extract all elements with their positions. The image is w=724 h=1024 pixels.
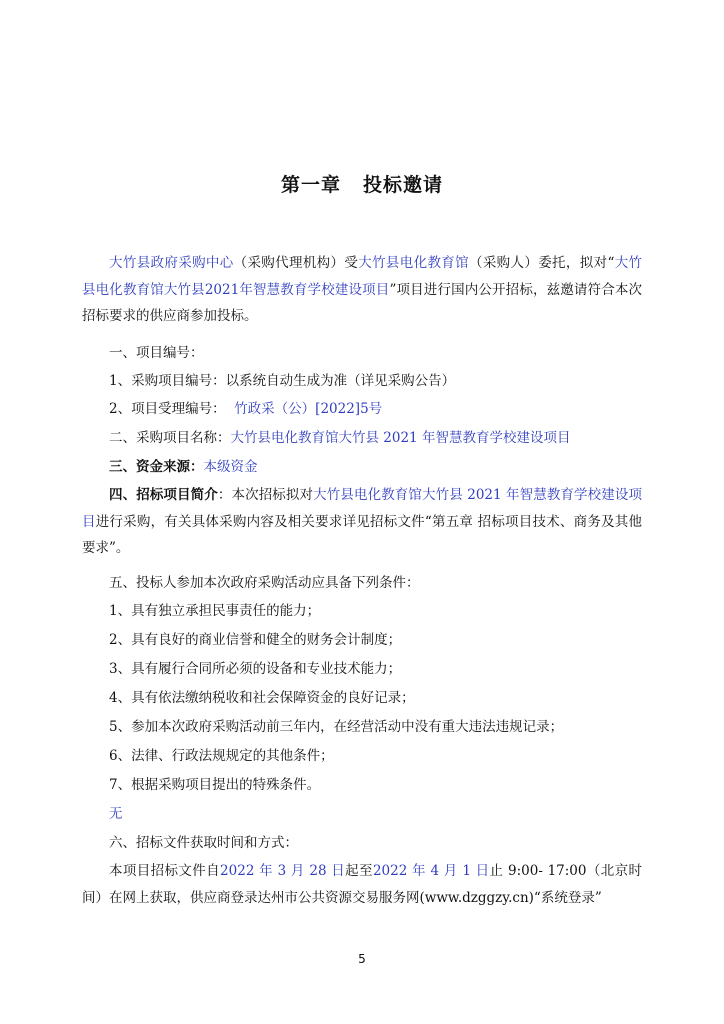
page-number: 5 [358,952,366,966]
acquisition-paragraph [82,858,642,911]
section1-heading: 一、项目编号： [109,345,204,361]
project-title-value: 大竹县电化教育馆大竹县 2021 年智慧教育学校建设项目 [230,430,571,446]
project-title-label: 二、采购项目名称： [109,430,231,446]
buyer-name: 大竹县电化教育馆 [358,255,469,271]
section6-heading: 六、招标文件获取时间和方式： [109,835,298,851]
funding-label: 三、资金来源： [109,459,204,475]
intro-paragraph [82,250,642,330]
project-intro-label: 四、招标项目简介 [109,487,218,503]
open-quote: “ [607,255,615,271]
funding-value: 本级资金 [203,459,258,475]
chapter-heading: 投标邀请 [363,174,444,196]
condition-item: 5、参加本次政府采购活动前三年内，在经营活动中没有重大违法违规记录； [109,719,564,735]
chapter-title [0,170,724,197]
agency-name: 大竹县政府采购中心 [109,255,234,271]
chapter-number: 第一章 [280,174,341,196]
project-title-line [109,428,570,448]
project-intro-paragraph [82,482,642,562]
end-date: 2022 年 4 月 1 日 [372,863,490,879]
project-intro-project: 大竹县电化教育馆大竹县 2021 年智慧教育学校建设项目 [82,487,642,530]
buyer-role: （采购人）委托，拟对 [468,255,608,271]
acquisition-text1: 本项目招标文件自 [109,863,221,879]
intro-rest: ”项目进行国内公开招标，兹邀请符合本次招标要求的供应商参加投标。 [82,281,643,324]
project-intro-text1: ：本次招标拟对 [217,487,314,503]
condition-item: 1、具有独立承担民事责任的能力； [109,603,321,619]
condition-item: 6、法律、行政法规规定的其他条件； [109,748,334,764]
project-name: 大竹县电化教育馆大竹县2021年智慧教育学校建设项目 [82,255,643,298]
funding-line [109,457,258,477]
condition-item: 3、具有履行合同所必须的设备和专业技术能力； [109,661,402,677]
start-date: 2022 年 3 月 28 日 [220,863,346,879]
condition-item: 2、具有良好的商业信誉和健全的财务会计制度； [109,632,402,648]
condition-item: 7、根据采购项目提出的特殊条件。 [109,777,321,793]
special-condition: 无 [109,806,123,822]
acquisition-text3: 止 9:00- 17:00（北京时间）在网上获取，供应商登录达州市公共资源交易服务网(www.dzggzy.cn)“系统登录” [82,863,642,906]
acceptance-number [109,399,382,419]
project-intro-text2: 进行采购，有关具体采购内容及相关要求详见招标文件“第五章 招标项目技术、商务及其他要求”。 [82,513,642,556]
procurement-number: 1、采购项目编号：以系统自动生成为准（详见采购公告） [109,373,456,389]
section5-heading: 五、投标人参加本次政府采购活动应具备下列条件： [109,575,420,591]
condition-item: 4、具有依法缴纳税收和社会保障资金的良好记录； [109,690,415,706]
acceptance-value: 竹政采（公）[2022]5号 [234,401,383,417]
acquisition-text2: 起至 [345,863,373,879]
agency-role: （采购代理机构）受 [233,255,359,271]
acceptance-label: 2、项目受理编号： [109,401,226,417]
